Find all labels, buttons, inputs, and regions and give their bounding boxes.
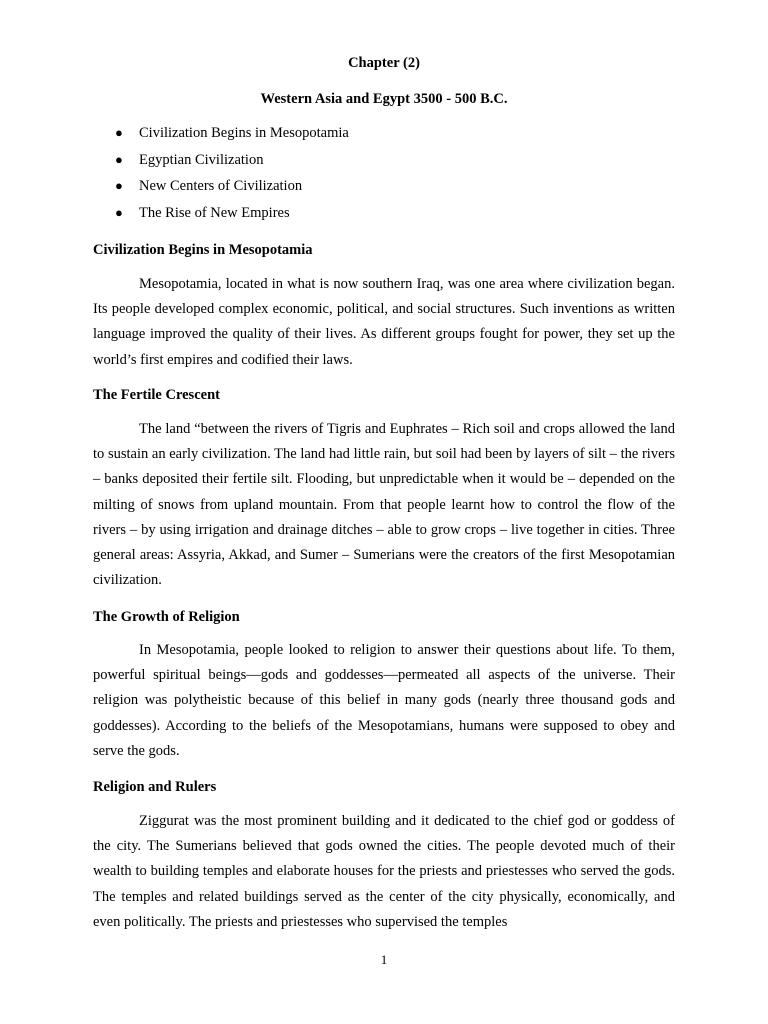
outline-item (93, 204, 349, 231)
outline-item-label: Civilization Begins in Mesopotamia (139, 125, 349, 141)
chapter-title: Chapter (2) (348, 55, 420, 71)
section-heading: Religion and Rulers (93, 779, 217, 795)
outline-item-label: Egyptian Civilization (139, 151, 264, 168)
bullet-icon: ● (115, 178, 123, 193)
chapter-outline (93, 124, 349, 230)
bullet-icon: ● (115, 125, 123, 140)
outline-item (93, 177, 349, 204)
chapter-subtitle: Western Asia and Egypt 3500 - 500 B.C. (260, 91, 508, 107)
outline-item (93, 151, 349, 178)
bullet-icon: ● (115, 204, 123, 220)
section-paragraph: Ziggurat was the most prominent building and it dedicated to the chief god or goddess of the city. The Sumerians believed that gods owned the cities. The people devoted much of their wealth to building temples and elaborate houses for the priests and priestesses who served the gods. The temples and related buildings served as the center of the city physically, economically, and even politically. The priests and priestesses who supervised the temples (93, 813, 675, 930)
section-heading: The Growth of Religion (93, 609, 240, 625)
page-number: 1 (380, 952, 388, 967)
outline-item-label: New Centers of Civilization (139, 178, 303, 194)
section-heading: The Fertile Crescent (93, 387, 220, 403)
section-heading: Civilization Begins in Mesopotamia (93, 242, 313, 258)
section-paragraph: In Mesopotamia, people looked to religion to answer their questions about life. To them, powerful spiritual beings—gods and goddesses—permeated all aspects of the universe. Their religion was polytheistic because of this belief in many gods (nearly three thousand gods and goddesses). According to the beliefs of the Mesopotamians, humans were supposed to obey and serve the gods. (93, 642, 675, 759)
bullet-icon: ● (115, 151, 123, 167)
outline-item (93, 124, 349, 151)
section-paragraph: The land “between the rivers of Tigris and Euphrates – Rich soil and crops allowed the land to sustain an early civilization. The land had little rain, but soil had been by layers of silt – the rivers – banks deposited their fertile silt. Flooding, but unpredictable when it would be – depended on the milting of snows from upland mountain. From that people learnt how to control the flow of the rivers – by using irrigation and drainage ditches – able to grow crops – live together in cities. Three general areas: Assyria, Akkad, and Sumer – Sumerians were the creators of the first Mesopotamian civilization. (93, 421, 675, 589)
outline-item-label: The Rise of New Empires (139, 204, 290, 221)
section-paragraph: Mesopotamia, located in what is now southern Iraq, was one area where civilization began. Its people developed complex economic, political, and social structures. Such inventions as written language improved the quality of their lives. As different groups fought for power, they set up the world’s first empires and codified their laws. (93, 276, 675, 368)
